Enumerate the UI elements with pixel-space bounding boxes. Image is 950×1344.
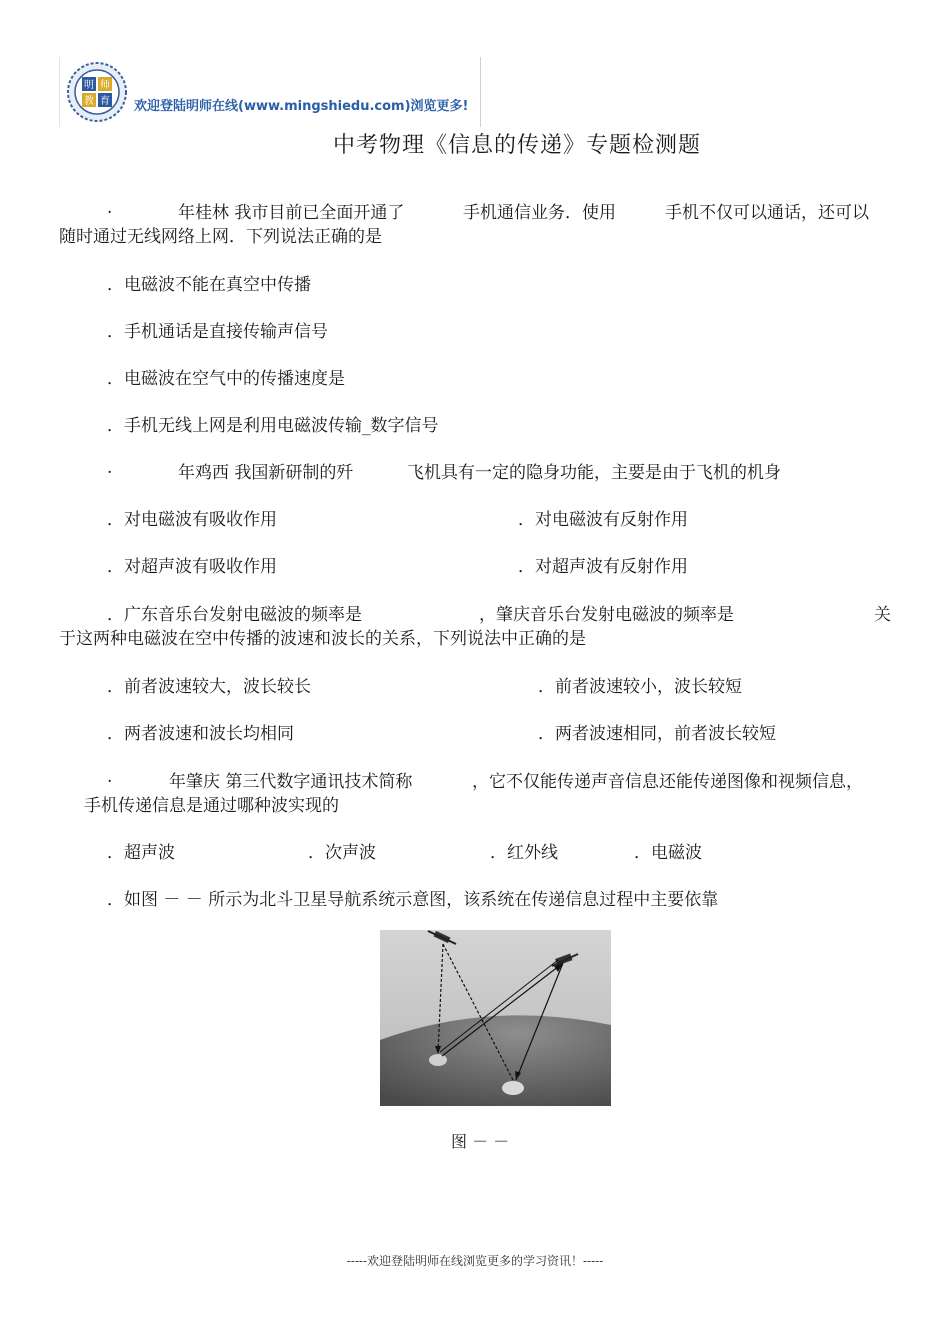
svg-text:师: 师 bbox=[100, 80, 110, 91]
ground-station-left bbox=[429, 1054, 447, 1066]
q2-option-a: ．对电磁波有吸收作用 bbox=[107, 510, 277, 530]
q1-text-a: 年桂林 我市目前已全面开通了 bbox=[178, 203, 405, 223]
svg-text:育: 育 bbox=[100, 96, 110, 107]
q1-number: . bbox=[107, 198, 113, 218]
q3-option-b: ．前者波速较小，波长较短 bbox=[538, 677, 742, 697]
q2-option-d: ．对超声波有反射作用 bbox=[518, 557, 688, 577]
q4-option-b: ．次声波 bbox=[308, 843, 376, 863]
q1-option-d: ．手机无线上网是利用电磁波传输_数字信号 bbox=[107, 416, 439, 436]
q1-text-line2: 随时通过无线网络上网．下列说法正确的是 bbox=[59, 227, 382, 247]
q4-text-line2: 手机传递信息是通过哪种波实现的 bbox=[84, 796, 339, 816]
q3-text-c: 关 bbox=[874, 605, 891, 625]
q3-text-b: ，肇庆音乐台发射电磁波的频率是 bbox=[479, 605, 734, 625]
q1-option-c: ．电磁波在空气中的传播速度是 bbox=[107, 369, 345, 389]
svg-text:教: 教 bbox=[84, 96, 94, 107]
q4-text-a: 年肇庆 第三代数字通讯技术简称 bbox=[169, 772, 413, 792]
q4-text-b: ，它不仅能传递声音信息还能传递图像和视频信息， bbox=[472, 772, 863, 792]
q4-option-d: ．电磁波 bbox=[634, 843, 702, 863]
q4-option-a: ．超声波 bbox=[107, 843, 175, 863]
q2-option-c: ．对超声波有吸收作用 bbox=[107, 557, 277, 577]
q1-text-c: 手机不仅可以通话，还可以 bbox=[665, 203, 869, 223]
q3-option-a: ．前者波速较大，波长较长 bbox=[107, 677, 311, 697]
q2-option-b: ．对电磁波有反射作用 bbox=[518, 510, 688, 530]
q2-text-b: 飞机具有一定的隐身功能，主要是由于飞机的机身 bbox=[407, 463, 781, 483]
q5-text: ．如图 － － 所示为北斗卫星导航系统示意图，该系统在传递信息过程中主要依靠 bbox=[107, 890, 719, 910]
q3-option-c: ．两者波速和波长均相同 bbox=[107, 724, 294, 744]
q4-number: . bbox=[107, 767, 113, 787]
q1-text-b: 手机通信业务．使用 bbox=[463, 203, 616, 223]
q4-option-c: ．红外线 bbox=[490, 843, 558, 863]
q3-option-d: ．两者波速相同，前者波长较短 bbox=[538, 724, 776, 744]
q2-number: . bbox=[107, 458, 113, 478]
banner-slogan: 欢迎登陆明师在线(www.mingshiedu.com)浏览更多! bbox=[134, 99, 469, 114]
q2-text-a: 年鸡西 我国新研制的歼 bbox=[178, 463, 354, 483]
q3-text-line2: 于这两种电磁波在空中传播的波速和波长的关系，下列说法中正确的是 bbox=[59, 629, 586, 649]
q3-text-a: ．广东音乐台发射电磁波的频率是 bbox=[107, 605, 362, 625]
beidou-satellite-diagram bbox=[380, 930, 611, 1106]
header-banner bbox=[59, 57, 481, 127]
q1-option-b: ．手机通话是直接传输声信号 bbox=[107, 322, 328, 342]
q1-option-a: ．电磁波不能在真空中传播 bbox=[107, 275, 311, 295]
ground-station-right bbox=[502, 1081, 524, 1095]
svg-text:明: 明 bbox=[84, 80, 94, 91]
school-logo-icon bbox=[66, 59, 128, 125]
page-footer: -----欢迎登陆明师在线浏览更多的学习资讯！----- bbox=[346, 1254, 604, 1268]
document-title: 中考物理《信息的传递》专题检测题 bbox=[333, 133, 702, 158]
figure-caption: 图 － － bbox=[451, 1132, 510, 1151]
